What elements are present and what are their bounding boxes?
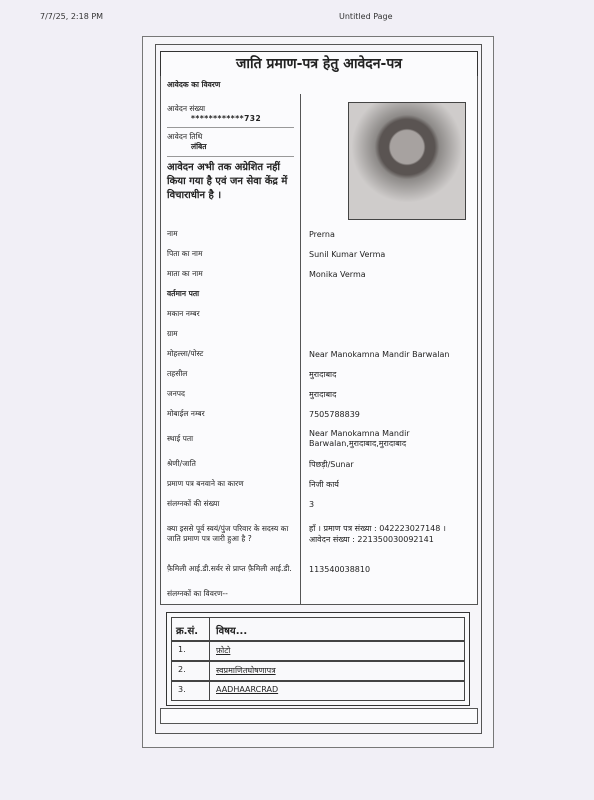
row-label: वर्तमान पता — [161, 284, 301, 304]
row-label: स्थाई पता — [161, 424, 301, 454]
row-label: श्रेणी/जाति — [161, 454, 301, 474]
form-row — [160, 494, 478, 515]
row-value: Sunil Kumar Verma — [309, 249, 386, 259]
form-row — [160, 474, 478, 495]
row-label: क्या इससे पूर्व स्वयं/पुंज परिवार के सदस्य का जाति प्रमाण पत्र जारी हुआ है ? — [161, 514, 301, 554]
print-page-title: Untitled Page — [339, 12, 393, 21]
form-footer-bar — [160, 708, 478, 724]
row-value: Near Manokamna Mandir Barwalan — [309, 349, 450, 359]
row-value: Prerna — [309, 229, 335, 239]
row-value: मुरादाबाद — [309, 389, 337, 399]
row-label: मोबाईल नम्बर — [161, 404, 301, 424]
row-label: ग्राम — [161, 324, 301, 344]
applicant-info — [161, 94, 301, 224]
row-value: Near Manokamna Mandir Barwalan,मुरादाबाद,मुरादाबाद — [309, 429, 410, 448]
row-value — [301, 284, 477, 304]
col-no-header: क्र.सं. — [172, 618, 210, 640]
row-label: नाम — [161, 224, 301, 244]
form-row — [160, 344, 478, 365]
row-value: हाँ । प्रमाण पत्र संख्या : 042223027148 । आवेदन संख्या : 221350030092141 — [309, 524, 446, 544]
attachment-row — [171, 681, 465, 701]
row-value: Monika Verma — [309, 269, 366, 279]
row-label: जनपद — [161, 384, 301, 404]
applicant-photo — [348, 102, 466, 220]
attachments-table — [166, 612, 470, 706]
attachment-row — [171, 641, 465, 661]
section-applicant — [160, 76, 478, 95]
row-label: संलग्नकों का विवरण-- — [161, 584, 301, 604]
form-row — [160, 324, 478, 345]
status-text: आवेदन अभी तक अग्रेशित नहीं किया गया है एवं जन सेवा केंद्र में विचाराधीन है । — [167, 162, 288, 201]
print-datetime: 7/7/25, 2:18 PM — [40, 12, 104, 21]
form-row — [160, 364, 478, 385]
app-date-label: आवेदन तिथि — [167, 132, 203, 141]
row-value: 3 — [309, 499, 315, 509]
attachment-link[interactable]: AADHAARCRAD — [216, 685, 279, 694]
row-value: मुरादाबाद — [309, 369, 337, 379]
attachment-row — [171, 661, 465, 681]
form-row — [160, 424, 478, 455]
form-row — [160, 554, 478, 585]
form-row — [160, 264, 478, 285]
app-date-value: लंबित — [191, 142, 207, 151]
form-row — [160, 224, 478, 245]
row-label: तहसील — [161, 364, 301, 384]
attachment-no: 2. — [172, 662, 210, 680]
row-value: 7505788839 — [309, 409, 360, 419]
form-row — [160, 284, 478, 305]
row-label: प्रमाण पत्र बनवाने का कारण — [161, 474, 301, 494]
form-row — [160, 384, 478, 405]
form-row — [160, 404, 478, 425]
col-subject-header: विषय... — [216, 626, 248, 637]
row-value — [301, 304, 477, 324]
attachment-no: 1. — [172, 642, 210, 660]
form-row — [160, 514, 478, 555]
attachment-no: 3. — [172, 682, 210, 700]
app-no-value: ************732 — [191, 114, 262, 123]
form-row — [160, 454, 478, 475]
attachments-header — [171, 617, 465, 641]
row-label: पिता का नाम — [161, 244, 301, 264]
row-value: पिछड़ी/Sunar — [309, 459, 354, 469]
row-value — [301, 324, 477, 344]
row-label: फ़ैमिली आई.डी.सर्वर से प्राप्त फ़ैमिली आई.डी. — [161, 554, 301, 584]
attachment-link[interactable]: स्वप्रमाणितघोषणापत्र — [216, 666, 276, 675]
row-value — [301, 584, 477, 604]
row-label: माता का नाम — [161, 264, 301, 284]
row-label: मोहल्ला/पोस्ट — [161, 344, 301, 364]
form-row — [160, 244, 478, 265]
attachment-link[interactable]: फ़ोटो — [216, 646, 231, 655]
form-title: जाति प्रमाण-पत्र हेतु आवेदन-पत्र — [160, 51, 478, 77]
row-label: मकान नम्बर — [161, 304, 301, 324]
app-no-label: आवेदन संख्या — [167, 104, 206, 113]
section-applicant-label: आवेदक का विवरण — [167, 80, 221, 89]
form-row — [160, 304, 478, 325]
row-value: 113540038810 — [309, 564, 371, 574]
row-label: संलग्नकों की संख्या — [161, 494, 301, 514]
form-row — [160, 584, 478, 605]
row-value: निजी कार्य — [309, 479, 339, 489]
